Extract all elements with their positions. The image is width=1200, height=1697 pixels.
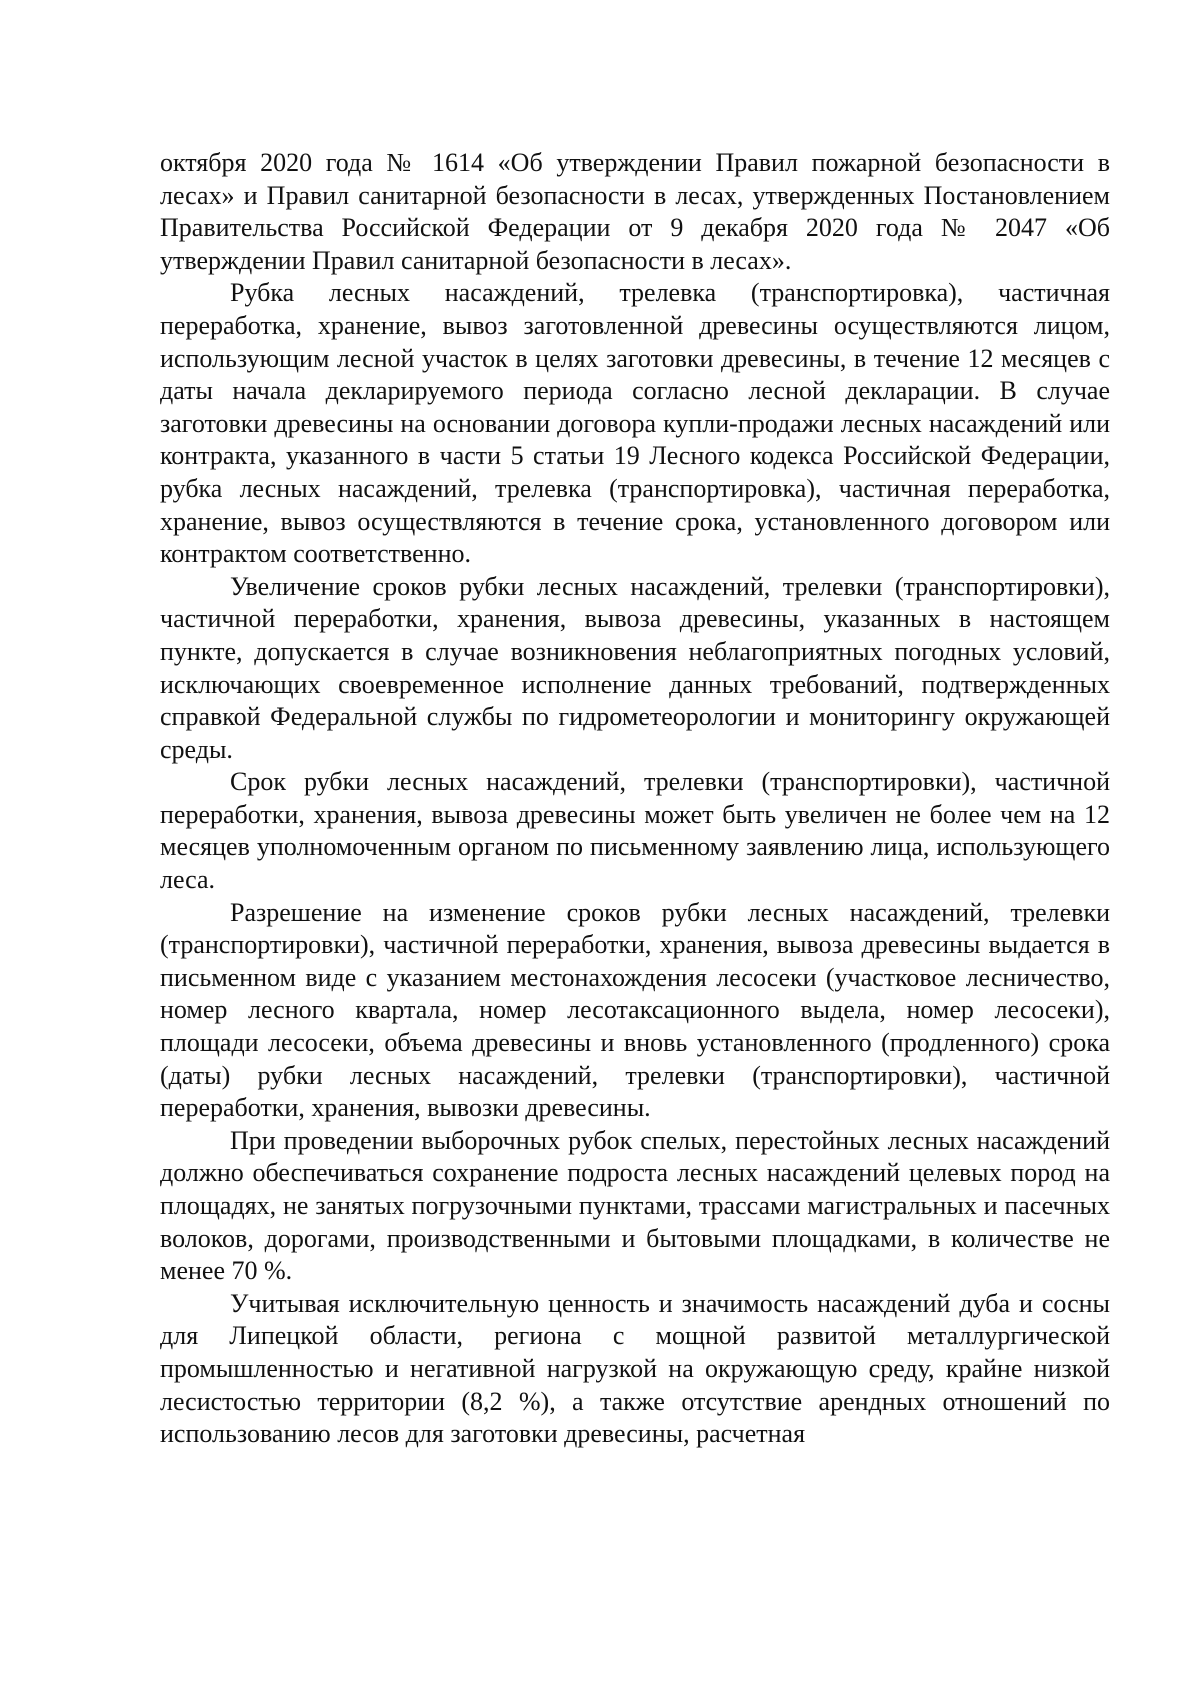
paragraph-term-extension-weather: Увеличение сроков рубки лесных насаждений, трелевки (транспортировки), частичной переработки, хранения, вывоза древесины, указанных в настоящем пункте, допускается в случае возникновения неблагоприятных погодных условий, исключающих своевременное исполнение данных требований, подтвержденных справкой Федеральной службы по гидрометеорологии и мониторингу окружающей среды.	[160, 571, 1110, 764]
paragraph-selective-logging: При проведении выборочных рубок спелых, перестойных лесных насаждений должно обеспечиваться сохранение подроста лесных насаждений целевых пород на площадях, не занятых погрузочными пунктами, трассами магистральных и пасечных волоков, дорогами, производственными и бытовыми площадками, в количестве не менее 70 %.	[160, 1125, 1110, 1286]
paragraph-term-extension-limit: Срок рубки лесных насаждений, трелевки (транспортировки), частичной переработки, хранения, вывоза древесины может быть увеличен не более чем на 12 месяцев уполномоченным органом по письменному заявлению лица, использующего леса.	[160, 767, 1110, 895]
document-body	[160, 147, 1110, 1451]
paragraph-continuation: октября 2020 года № 1614 «Об утверждении Правил пожарной безопасности в лесах» и Правил санитарной безопасности в лесах, утвержденных Постановлением Правительства Российской Федерации от 9 декабря 2020 года № 2047 «Об утверждении Правил санитарной безопасности в лесах».	[160, 148, 1110, 275]
paragraph-permission: Разрешение на изменение сроков рубки лесных насаждений, трелевки (транспортировки), частичной переработки, хранения, вывоза древесины выдается в письменном виде с указанием местонахождения лесосеки (участковое лесничество, номер лесного квартала, номер лесотаксационного выдела, номер лесосеки), площади лесосеки, объема древесины и вновь установленного (продленного) срока (даты) рубки лесных насаждений, трелевки (транспортировки), частичной переработки, хранения, вывозки древесины.	[160, 897, 1110, 1123]
paragraph-oak-pine-value: Учитывая исключительную ценность и значимость насаждений дуба и сосны для Липецкой области, региона с мощной развитой металлургической промышленностью и негативной нагрузкой на окружающую среду, крайне низкой лесистостью территории (8,2 %), а также отсутствие арендных отношений по использованию лесов для заготовки древесины, расчетная	[160, 1288, 1110, 1449]
paragraph-logging-terms: Рубка лесных насаждений, трелевка (транспортировка), частичная переработка, хранение, вывоз заготовленной древесины осуществляются лицом, использующим лесной участок в целях заготовки древесины, в течение 12 месяцев с даты начала декларируемого периода согласно лесной декларации. В случае заготовки древесины на основании договора купли-продажи лесных насаждений или контракта, указанного в части 5 статьи 19 Лесного кодекса Российской Федерации, рубка лесных насаждений, трелевка (транспортировка), частичная переработка, хранение, вывоз осуществляются в течение срока, установленного договором или контрактом соответственно.	[160, 278, 1110, 569]
